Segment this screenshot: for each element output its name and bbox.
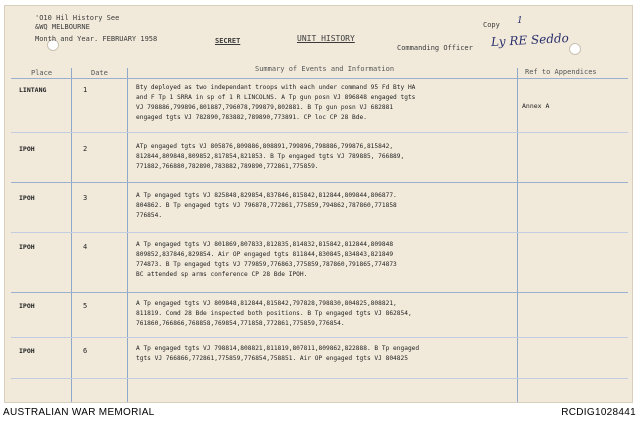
column-divider [127,68,128,403]
entry-line: ATp engaged tgts VJ 805876,809886,808891,799896,798886,799876,815842, [136,143,394,150]
row-divider [11,132,628,133]
entry-place: IPOH [19,194,35,202]
row-divider [11,378,628,379]
punch-hole [569,43,581,55]
row-divider [11,232,628,233]
document-title: UNIT HISTORY [297,34,355,43]
row-divider [11,78,628,79]
entry-line: and F Tp 1 SRRA in sp of 1 R LINCOLNS. A Tp gun posn VJ 896848 engaged tgts [136,94,416,101]
column-divider [517,68,518,403]
entry-line: A Tp engaged tgts VJ 825848,829854,837846,815842,812844,809844,806877. [136,192,397,199]
entry-line: BC attended sp arms conference CP 28 Bde IPOH. [136,271,308,278]
copy-number: 1 [517,16,523,26]
entry-date: 6 [83,347,88,355]
footer-id: RCDIG1028441 [561,407,636,418]
entry-place: IPOH [19,302,35,310]
entry-summary [136,83,516,123]
entry-summary [136,299,516,329]
entry-line: 811819. Comd 28 Bde inspected both positions. B Tp engaged tgts VJ 862854, [136,310,412,317]
entry-place: LINTANG [19,86,47,94]
entry-line: A Tp engaged tgts VJ 809848,812844,815842,797828,798830,804825,808821, [136,300,397,307]
entry-date: 2 [83,145,88,153]
row-divider [11,182,628,183]
entry-place: IPOH [19,347,35,355]
footer-source: AUSTRALIAN WAR MEMORIAL [3,407,155,418]
column-header-ref: Ref to Appendices [525,68,597,76]
entry-line: A Tp engaged tgts VJ 798814,808821,811819,807811,809862,822888. B Tp engaged [136,345,420,352]
entry-place: IPOH [19,145,35,153]
entry-line: 771882,766880,782890,783882,789890,772861,775859. [136,163,319,170]
entry-summary [136,142,516,172]
secret-stamp: SECRET [215,37,241,45]
entry-line: 761860,766866,768858,769854,771858,772861,775859,776854. [136,320,345,327]
column-header-summary: Summary of Events and Information [255,65,395,73]
entry-line: 776854. [136,212,163,219]
entry-line: 774873. B Tp engaged tgts VJ 779859,776863,775859,787860,791865,774873 [136,261,397,268]
entry-line: 809852,837846,829854. Air OP engaged tgts 811844,830845,834843,821849 [136,251,394,258]
document-sheet [4,5,633,403]
entry-summary [136,240,516,280]
entry-line: engaged tgts VJ 782890,783882,789890,773891. CP loc CP 28 Bde. [136,114,367,121]
entry-date: 4 [83,243,88,251]
header-line-2: &WQ MELBOURNE [35,23,90,31]
entry-date: 3 [83,194,88,202]
entry-date: 5 [83,302,88,310]
entry-line: 812844,809848,809852,817854,821853. B Tp engaged tgts VJ 789885, 766889, [136,153,405,160]
row-divider [11,337,628,338]
entry-line: VJ 798886,799896,801887,796078,799879,802881. B Tp gun posn VJ 682881 [136,104,394,111]
column-header-date: Date [91,69,108,77]
month-year: Month and Year. FEBRUARY 1958 [35,35,158,43]
column-header-place: Place [31,69,53,77]
entry-line: A Tp engaged tgts VJ 801869,807833,812835,814832,815842,812844,809848 [136,241,394,248]
column-divider [71,68,72,403]
entry-place: IPOH [19,243,35,251]
copy-label: Copy [483,21,500,29]
row-divider [11,292,628,293]
commanding-officer-label: Commanding Officer [397,44,473,52]
entry-summary [136,191,516,221]
appendix-ref: Annex A [522,102,550,110]
header-line-1: 'O10 Hil History See [35,14,120,22]
entry-date: 1 [83,86,88,94]
entry-summary [136,344,516,364]
entry-line: tgts VJ 766866,772861,775859,776854,758851. Air OP engaged tgts VJ 804825 [136,355,408,362]
entry-line: 804862. B Tp engaged tgts VJ 796878,772861,775859,794862,787860,771858 [136,202,397,209]
entry-line: Bty deployed as two independant troops with each under command 95 Fd Bty HA [136,84,416,91]
officer-signature: Ly RE Seddo [490,30,570,50]
